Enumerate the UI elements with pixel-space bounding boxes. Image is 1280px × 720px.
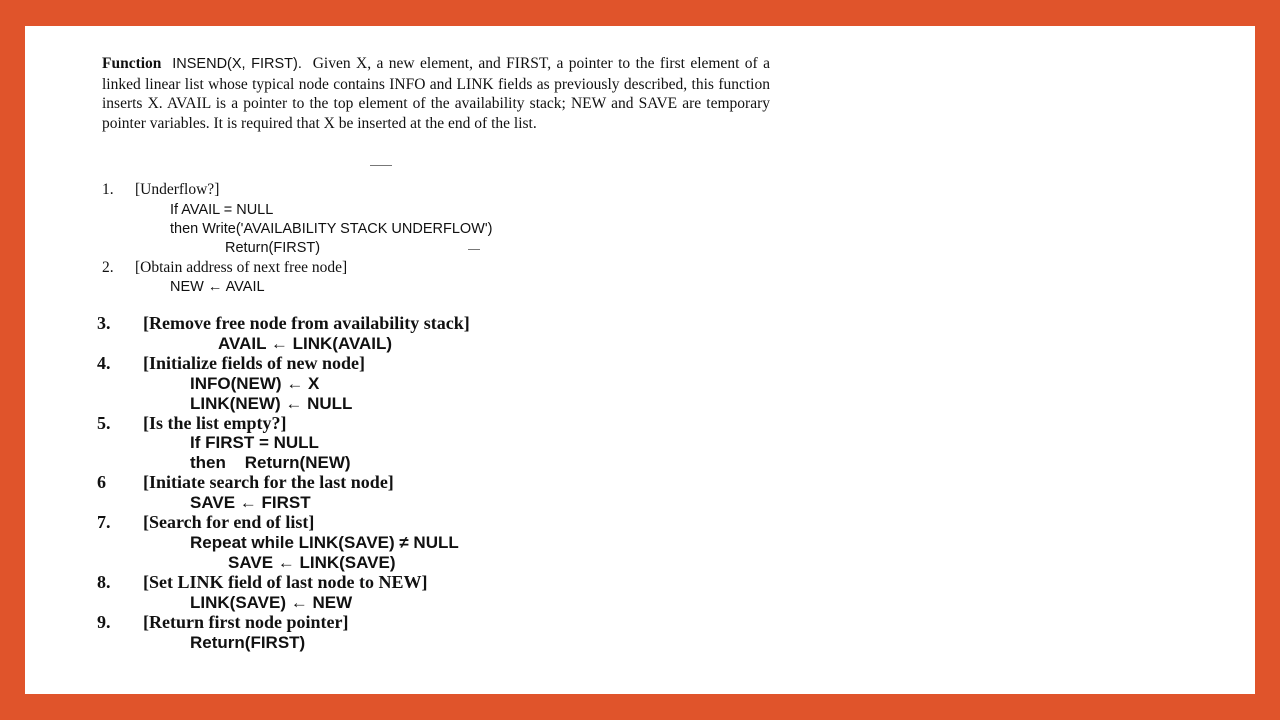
step-7-header — [97, 512, 111, 533]
step-2-line-1: NEW ← AVAIL — [170, 279, 265, 295]
step-6-line-1: SAVE ← FIRST — [190, 493, 311, 512]
step-3-line-1: AVAIL ← LINK(AVAIL) — [218, 334, 393, 353]
step-4-line-1: INFO(NEW) ← X — [190, 374, 320, 393]
step-3-comment: [Remove free node from availability stack] — [143, 313, 470, 333]
step-number: 6 — [97, 472, 106, 492]
step-1-line-2: then Write('AVAILABILITY STACK UNDERFLOW') — [170, 221, 493, 237]
step-8-comment: [Set LINK field of last node to NEW] — [143, 572, 428, 592]
step-1-line-3: Return(FIRST) — [225, 240, 321, 256]
step-1-header — [102, 181, 114, 199]
step-5-line-2: then Return(NEW) — [190, 453, 351, 472]
step-number: 7. — [97, 512, 111, 532]
function-signature: INSEND(X, FIRST). — [172, 56, 302, 72]
step-1-comment: [Underflow?] — [135, 181, 220, 198]
step-4-comment: [Initialize fields of new node] — [143, 353, 365, 373]
step-8-line-1: LINK(SAVE) ← NEW — [190, 593, 353, 612]
function-description — [102, 54, 770, 133]
step-9-line-1: Return(FIRST) — [190, 633, 306, 652]
step-number: 9. — [97, 612, 111, 632]
step-number: 5. — [97, 413, 111, 433]
scan-speck — [370, 165, 392, 166]
step-5-comment: [Is the list empty?] — [143, 413, 287, 433]
step-2-header — [102, 259, 114, 277]
step-2-comment: [Obtain address of next free node] — [135, 259, 348, 276]
step-number: 2. — [102, 259, 114, 276]
step-9-header — [97, 612, 111, 633]
step-number: 1. — [102, 181, 114, 198]
step-7-line-1: Repeat while LINK(SAVE) ≠ NULL — [190, 533, 459, 552]
step-7-comment: [Search for end of list] — [143, 512, 315, 532]
step-1-line-1: If AVAIL = NULL — [170, 202, 274, 218]
step-6-comment: [Initiate search for the last node] — [143, 472, 394, 492]
step-number: 8. — [97, 572, 111, 592]
step-8-header — [97, 572, 111, 593]
function-keyword: Function — [102, 55, 162, 72]
document-page — [25, 26, 1255, 694]
step-5-line-1: If FIRST = NULL — [190, 433, 319, 452]
function-description-body: Given X, a new element, and FIRST, a pointer to the first element of a linked linear list whose typical node contains INFO and LINK fields as previously described, this function inserts X. AVAIL is a pointer to the top element of the availability stack; NEW and SAVE are temporary pointer variables. It is required that X be inserted at the end of the list. — [102, 55, 770, 132]
step-5-header — [97, 413, 111, 434]
step-7-line-2: SAVE ← LINK(SAVE) — [228, 553, 396, 572]
step-4-line-2: LINK(NEW) ← NULL — [190, 394, 353, 413]
step-4-header — [97, 353, 111, 374]
step-9-comment: [Return first node pointer] — [143, 612, 349, 632]
step-6-header — [97, 472, 106, 493]
scan-speck — [468, 249, 480, 250]
step-number: 3. — [97, 313, 111, 333]
step-3-header — [97, 313, 111, 334]
step-number: 4. — [97, 353, 111, 373]
